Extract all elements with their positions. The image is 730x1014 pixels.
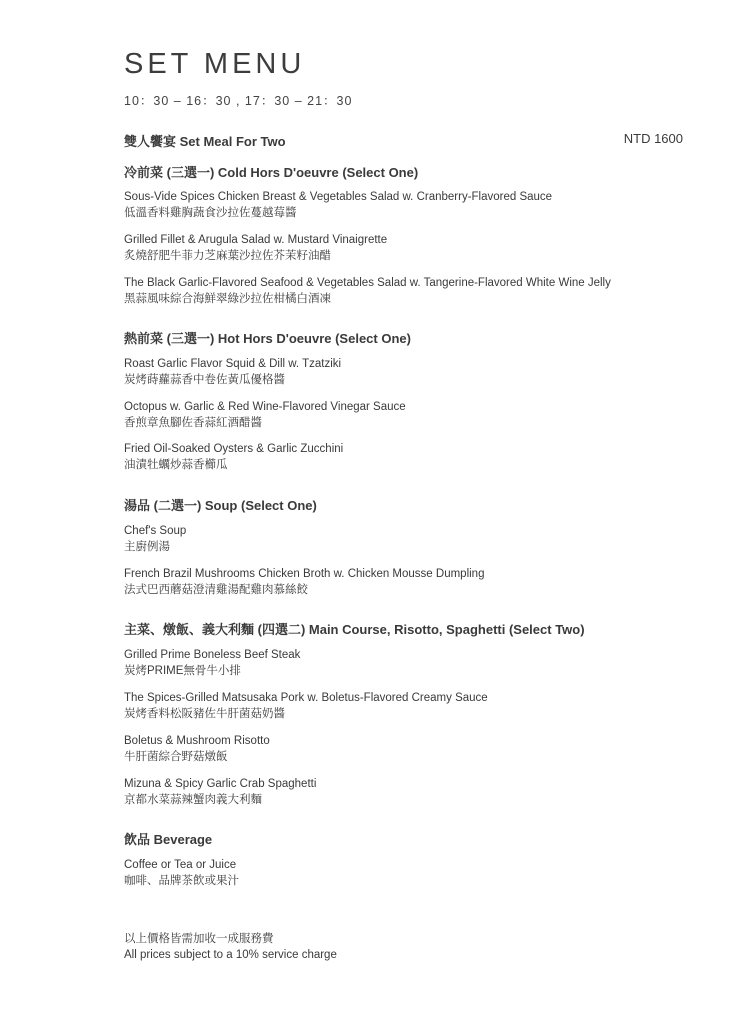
item-name-en: Fried Oil-Soaked Oysters & Garlic Zucchini xyxy=(124,443,344,455)
item-name-zh: 低溫香料雞胸蔬食沙拉佐蔓越莓醬 xyxy=(124,207,297,219)
menu-item xyxy=(124,857,239,889)
section-heading-hot: 熱前菜 (三選一) Hot Hors D'oeuvre (Select One) xyxy=(124,331,411,346)
set-meal-label: 雙人饗宴 Set Meal For Two xyxy=(124,134,286,149)
item-name-en: French Brazil Mushrooms Chicken Broth w. Chicken Mousse Dumpling xyxy=(124,568,485,580)
service-charge-en: All prices subject to a 10% service charge xyxy=(124,949,337,961)
item-name-en: Mizuna & Spicy Garlic Crab Spaghetti xyxy=(124,778,317,790)
item-name-en: Coffee or Tea or Juice xyxy=(124,859,237,871)
menu-item xyxy=(124,275,611,307)
item-name-zh: 香煎章魚腳佐香蒜紅酒醋醬 xyxy=(124,417,262,429)
item-name-en: Roast Garlic Flavor Squid & Dill w. Tzatziki xyxy=(124,358,342,370)
item-name-zh: 京都水菜蒜辣蟹肉義大利麵 xyxy=(124,794,262,806)
item-name-en: Octopus w. Garlic & Red Wine-Flavored Vinegar Sauce xyxy=(124,401,406,413)
item-name-zh: 主廚例湯 xyxy=(124,541,170,553)
section-heading-cold: 冷前菜 (三選一) Cold Hors D'oeuvre (Select One) xyxy=(124,165,419,180)
item-name-en: Chef's Soup xyxy=(124,525,187,537)
menu-item xyxy=(124,441,343,473)
menu-item xyxy=(124,232,387,264)
item-name-en: Grilled Fillet & Arugula Salad w. Mustard Vinaigrette xyxy=(124,234,388,246)
item-name-zh: 牛肝菌綜合野菇燉飯 xyxy=(124,751,228,763)
item-name-zh: 法式巴西蘑菇澄清雞湯配雞肉慕絲餃 xyxy=(124,584,308,596)
section-heading-main: 主菜、燉飯、義大利麵 (四選二) Main Course, Risotto, Spaghetti (Select Two) xyxy=(124,622,585,637)
service-charge-zh: 以上價格皆需加收一成服務費 xyxy=(124,933,274,945)
menu-item xyxy=(124,566,484,598)
item-name-zh: 炭烤PRIME無骨牛小排 xyxy=(124,665,241,677)
menu-item xyxy=(124,399,406,431)
menu-item xyxy=(124,690,488,722)
menu-item xyxy=(124,356,341,388)
item-name-zh: 炭烤蒔蘿蒜香中卷佐黃瓜優格醬 xyxy=(124,374,285,386)
item-name-zh: 炙燒舒肥牛菲力芝麻葉沙拉佐芥茉籽油醋 xyxy=(124,250,331,262)
item-name-zh: 黑蒜風味綜合海鮮翠綠沙拉佐柑橘白酒凍 xyxy=(124,293,331,305)
set-meal-price: NTD 1600 xyxy=(623,131,683,146)
item-name-en: The Spices-Grilled Matsusaka Pork w. Boletus-Flavored Creamy Sauce xyxy=(124,692,488,704)
service-charge-note xyxy=(124,931,337,963)
item-name-zh: 油漬牡蠣炒蒜香櫛瓜 xyxy=(124,459,228,471)
section-heading-soup: 湯品 (二選一) Soup (Select One) xyxy=(124,498,317,513)
item-name-en: The Black Garlic-Flavored Seafood & Vegetables Salad w. Tangerine-Flavored White Wine Jelly xyxy=(124,277,611,289)
menu-title: SET MENU xyxy=(124,48,306,80)
opening-hours: 10：30 – 16：30 , 17：30 – 21：30 xyxy=(124,94,353,108)
section-heading-beverage: 飲品 Beverage xyxy=(124,832,213,847)
menu-item xyxy=(124,189,552,221)
item-name-zh: 炭烤香料松阪豬佐牛肝菌菇奶醬 xyxy=(124,708,285,720)
menu-item xyxy=(124,733,270,765)
item-name-en: Boletus & Mushroom Risotto xyxy=(124,735,270,747)
menu-item xyxy=(124,523,186,555)
item-name-en: Sous-Vide Spices Chicken Breast & Vegetables Salad w. Cranberry-Flavored Sauce xyxy=(124,191,553,203)
menu-item xyxy=(124,776,316,808)
item-name-zh: 咖啡、品牌茶飲或果汁 xyxy=(124,875,239,887)
item-name-en: Grilled Prime Boneless Beef Steak xyxy=(124,649,301,661)
menu-item xyxy=(124,647,300,679)
